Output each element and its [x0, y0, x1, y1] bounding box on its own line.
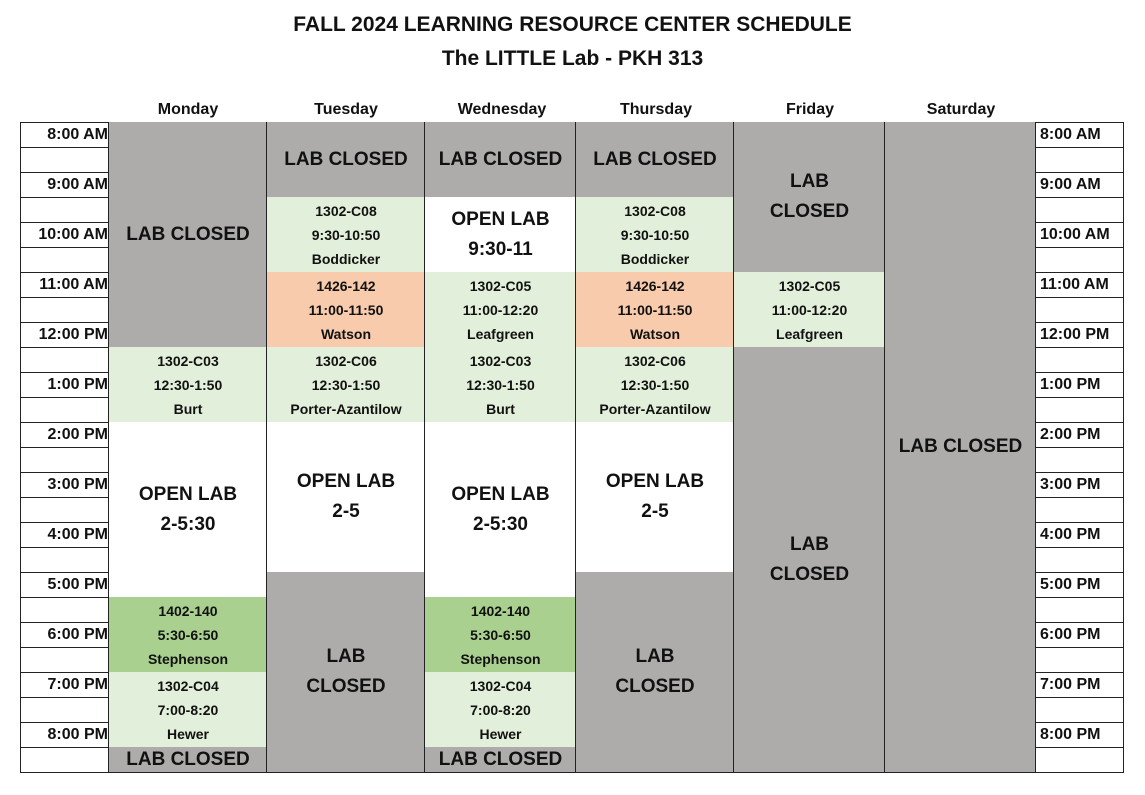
- grid-row-line: [20, 597, 109, 598]
- time-label-left: 7:00 PM: [47, 676, 108, 693]
- time-label-left: 3:00 PM: [47, 476, 108, 493]
- time-label-right: 3:00 PM: [1040, 476, 1101, 493]
- block-fri-1302-c05: 1302-C05 11:00-12:20 Leafgreen: [734, 272, 885, 347]
- block-wed-open-lab: OPEN LAB 2-5:30: [425, 422, 576, 597]
- day-header-thursday: Thursday: [619, 101, 692, 118]
- block-thu-open-lab: OPEN LAB 2-5: [576, 422, 734, 572]
- block-wed-1402-140: 1402-140 5:30-6:50 Stephenson: [425, 597, 576, 672]
- time-label-left: 8:00 PM: [47, 726, 108, 743]
- grid-row-line: [1035, 397, 1124, 398]
- block-tue-1302-c08: 1302-C08 9:30-10:50 Boddicker: [267, 197, 425, 272]
- grid-row-line: [20, 547, 109, 548]
- time-label-left: 12:00 PM: [38, 326, 108, 343]
- grid-line: [733, 122, 734, 772]
- time-label-right: 6:00 PM: [1040, 626, 1101, 643]
- block-wed-open-lab-morning: OPEN LAB 9:30-11: [425, 197, 576, 272]
- time-label-right: 8:00 PM: [1040, 726, 1101, 743]
- grid-row-line: [20, 147, 109, 148]
- block-wed-lab-closed: LAB CLOSED: [425, 122, 576, 197]
- grid-row-line: [1035, 447, 1124, 448]
- block-mon-1302-c03: 1302-C03 12:30-1:50 Burt: [109, 347, 267, 422]
- day-header-saturday: Saturday: [926, 101, 996, 118]
- block-tue-1426-142: 1426-142 11:00-11:50 Watson: [267, 272, 425, 347]
- time-label-left: 8:00 AM: [47, 126, 108, 143]
- time-label-right: 2:00 PM: [1040, 426, 1101, 443]
- block-mon-1302-c04: 1302-C04 7:00-8:20 Hewer: [109, 672, 267, 747]
- grid-row-line: [1035, 497, 1124, 498]
- block-thu-1426-142: 1426-142 11:00-11:50 Watson: [576, 272, 734, 347]
- block-mon-open-lab: OPEN LAB 2-5:30: [109, 422, 267, 597]
- grid-row-line: [1035, 147, 1124, 148]
- schedule-subtitle: The LITTLE Lab - PKH 313: [441, 47, 704, 70]
- grid-line: [884, 122, 885, 772]
- time-label-right: 11:00 AM: [1040, 276, 1109, 293]
- grid-row-line: [20, 697, 109, 698]
- grid-row-line: [20, 647, 109, 648]
- block-sat-lab-closed: LAB CLOSED: [885, 122, 1036, 772]
- time-label-left: 10:00 AM: [38, 226, 108, 243]
- grid-row-line: [1035, 747, 1124, 748]
- grid-row-line: [1035, 647, 1124, 648]
- grid-row-line: [1035, 247, 1124, 248]
- grid-row-line: [20, 447, 109, 448]
- time-label-left: 11:00 AM: [39, 276, 108, 293]
- block-thu-1302-c08: 1302-C08 9:30-10:50 Boddicker: [576, 197, 734, 272]
- time-label-left: 9:00 AM: [47, 176, 108, 193]
- grid-row-line: [20, 747, 109, 748]
- day-header-friday: Friday: [785, 101, 834, 118]
- day-header-wednesday: Wednesday: [457, 101, 547, 118]
- grid-line: [424, 122, 425, 772]
- block-thu-lab-closed: LAB CLOSED: [576, 122, 734, 197]
- time-label-left: 4:00 PM: [47, 526, 108, 543]
- block-tue-1302-c06: 1302-C06 12:30-1:50 Porter-Azantilow: [267, 347, 425, 422]
- block-tue-open-lab: OPEN LAB 2-5: [267, 422, 425, 572]
- grid-row-line: [20, 197, 109, 198]
- block-wed-lab-closed-evening: LAB CLOSED: [425, 747, 576, 772]
- block-wed-1302-c05: 1302-C05 11:00-12:20 Leafgreen: [425, 272, 576, 347]
- grid-row-line: [1035, 347, 1124, 348]
- grid-line: [575, 122, 576, 772]
- grid-line: [108, 122, 109, 772]
- time-label-right: 1:00 PM: [1040, 376, 1101, 393]
- day-header-monday: Monday: [157, 101, 219, 118]
- grid-line: [20, 122, 21, 772]
- block-tue-lab-closed-evening: LAB CLOSED: [267, 572, 425, 772]
- block-mon-1402-140: 1402-140 5:30-6:50 Stephenson: [109, 597, 267, 672]
- grid-row-line: [20, 397, 109, 398]
- grid-row-line: [1035, 297, 1124, 298]
- day-header-tuesday: Tuesday: [314, 101, 378, 118]
- schedule-title: FALL 2024 LEARNING RESOURCE CENTER SCHEDULE: [293, 13, 852, 36]
- grid-line: [1035, 122, 1036, 772]
- block-tue-lab-closed: LAB CLOSED: [267, 122, 425, 197]
- block-thu-lab-closed-evening: LAB CLOSED: [576, 572, 734, 772]
- time-label-left: 5:00 PM: [47, 576, 108, 593]
- grid-row-line: [1035, 197, 1124, 198]
- block-fri-lab-closed-afternoon: LAB CLOSED: [734, 347, 885, 772]
- time-label-left: 6:00 PM: [47, 626, 108, 643]
- time-label-right: 5:00 PM: [1040, 576, 1101, 593]
- time-label-right: 7:00 PM: [1040, 676, 1101, 693]
- block-wed-1302-c03: 1302-C03 12:30-1:50 Burt: [425, 347, 576, 422]
- time-label-right: 9:00 AM: [1040, 176, 1101, 193]
- grid-row-line: [20, 297, 109, 298]
- time-label-right: 12:00 PM: [1040, 326, 1110, 343]
- time-label-right: 10:00 AM: [1040, 226, 1110, 243]
- grid-row-line: [20, 347, 109, 348]
- grid-row-line: [1035, 597, 1124, 598]
- grid-row-line: [1035, 697, 1124, 698]
- grid-row-line: [20, 497, 109, 498]
- time-label-left: 1:00 PM: [47, 376, 108, 393]
- grid-row-line: [20, 247, 109, 248]
- block-thu-1302-c06: 1302-C06 12:30-1:50 Porter-Azantilow: [576, 347, 734, 422]
- grid-row-line: [1035, 547, 1124, 548]
- grid-line: [266, 122, 267, 772]
- block-wed-1302-c04: 1302-C04 7:00-8:20 Hewer: [425, 672, 576, 747]
- grid-row-line: [20, 772, 1124, 773]
- block-mon-lab-closed-evening: LAB CLOSED: [109, 747, 267, 772]
- time-label-right: 4:00 PM: [1040, 526, 1101, 543]
- time-label-right: 8:00 AM: [1040, 126, 1101, 143]
- block-mon-lab-closed: LAB CLOSED: [109, 122, 267, 347]
- time-label-left: 2:00 PM: [47, 426, 108, 443]
- block-fri-lab-closed: LAB CLOSED: [734, 122, 885, 272]
